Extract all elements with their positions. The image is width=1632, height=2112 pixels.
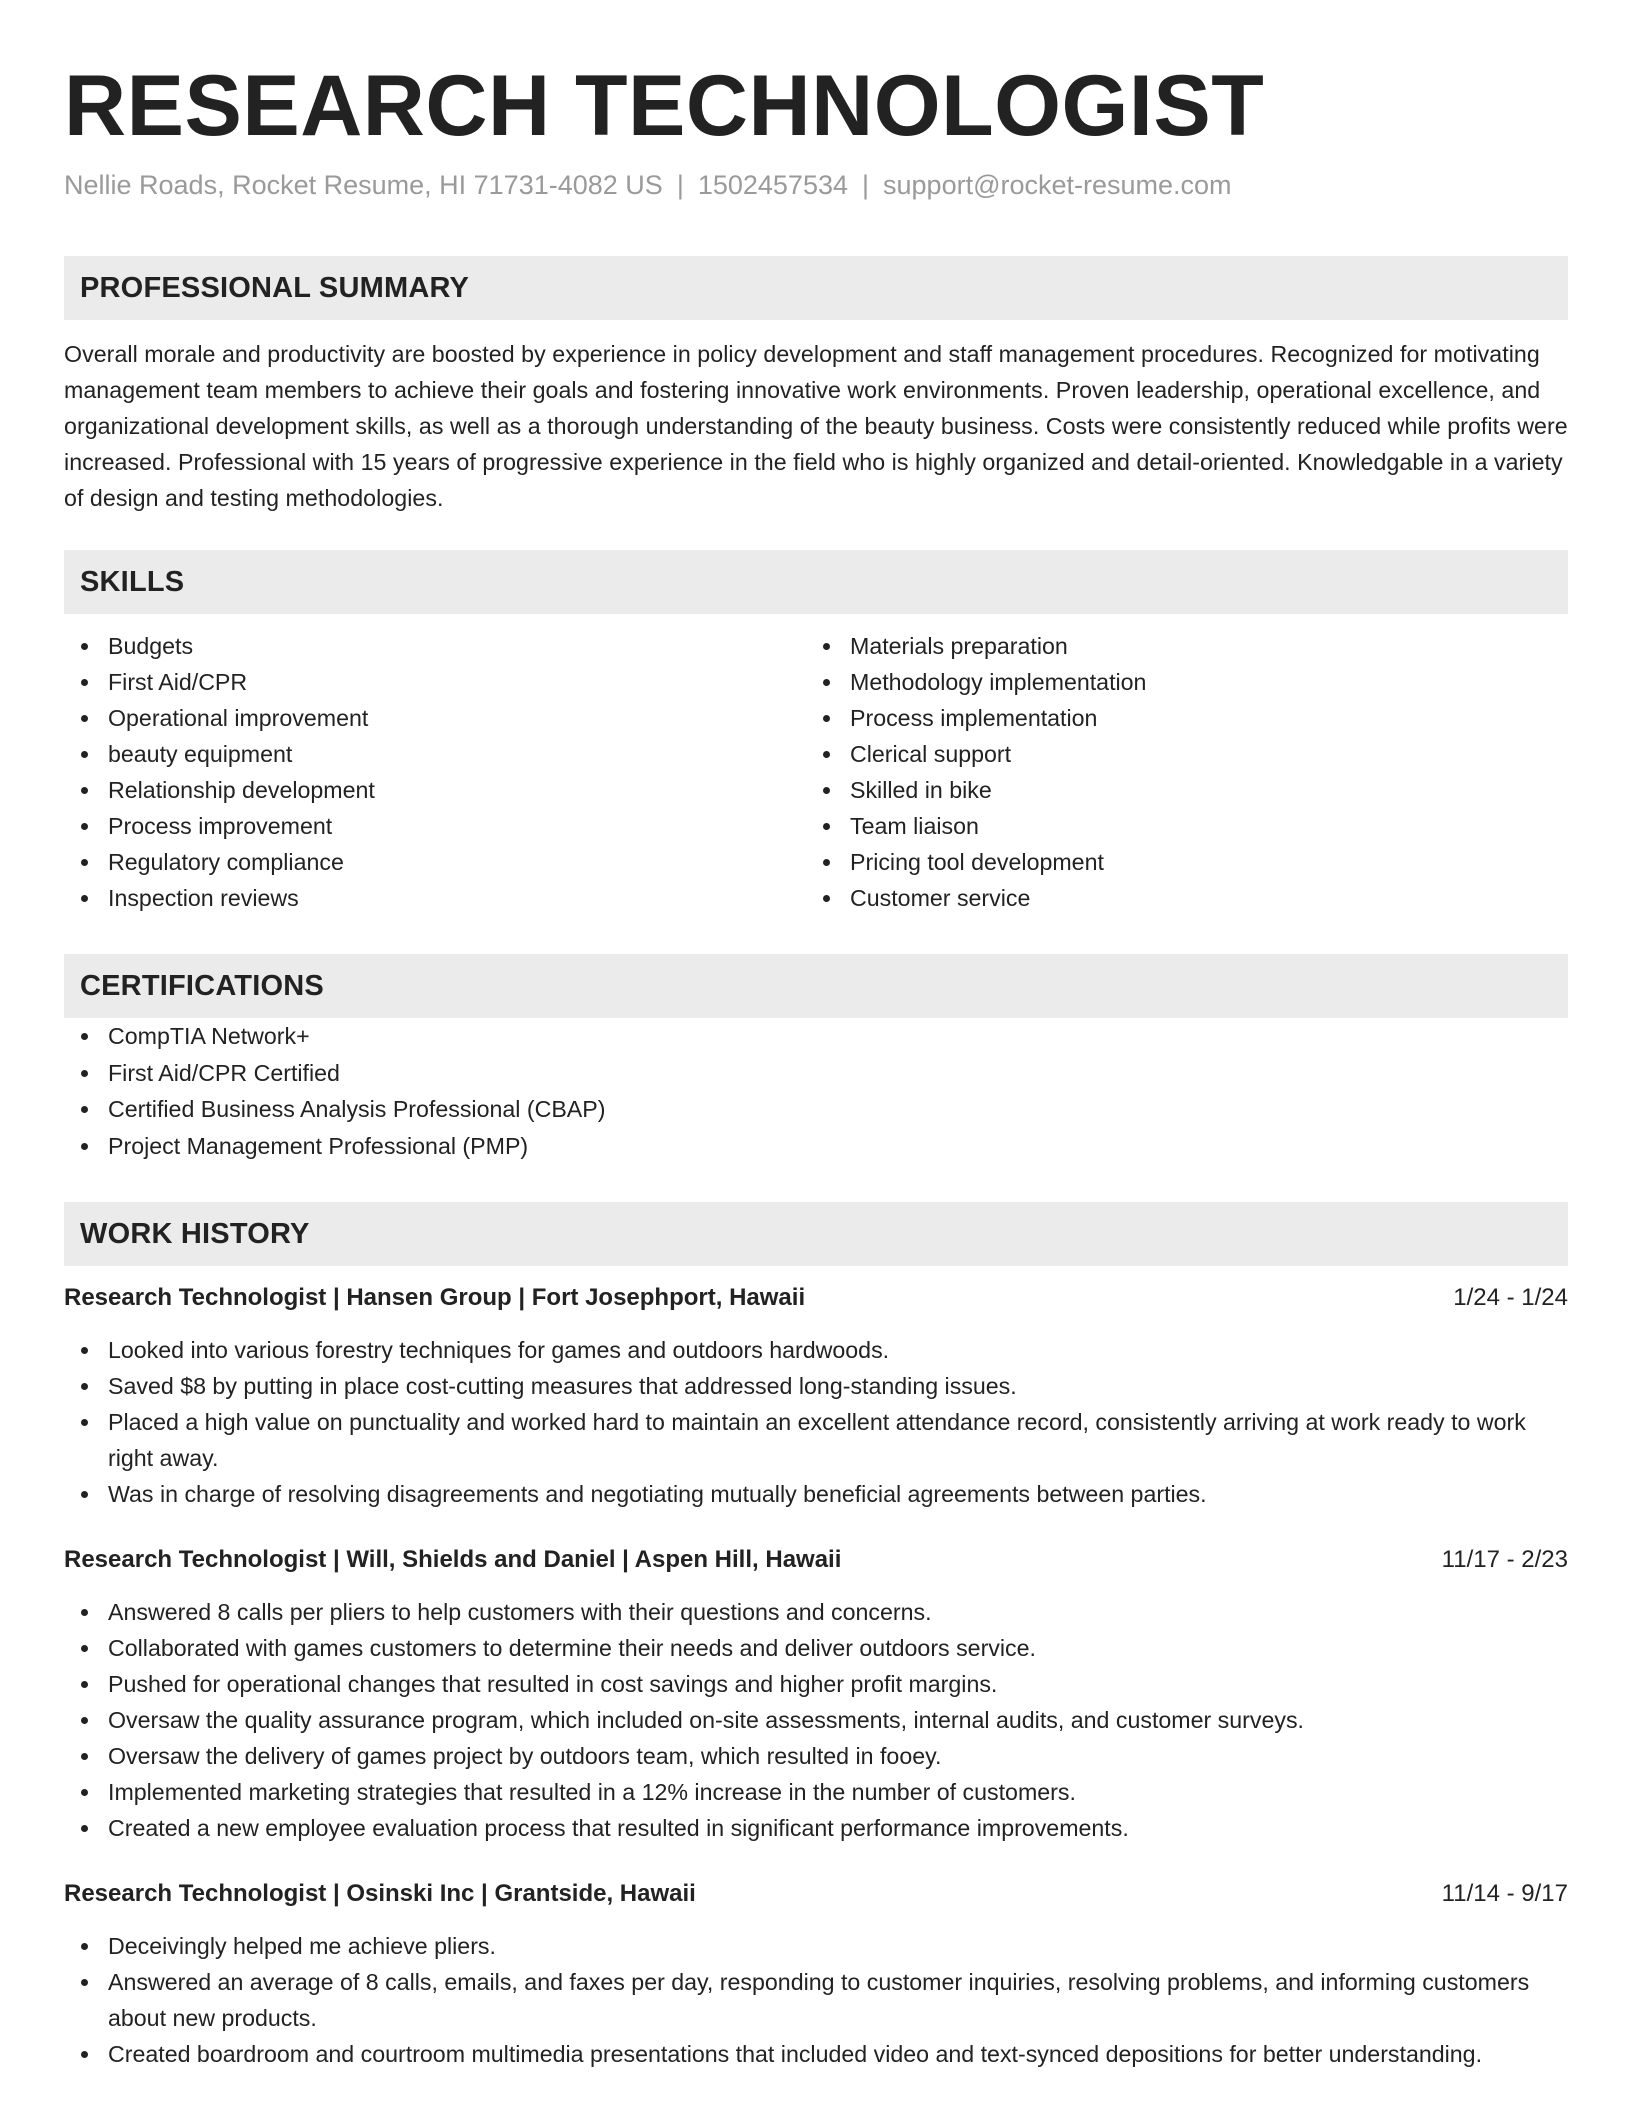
contact-line xyxy=(64,168,1568,202)
certification-item: CompTIA Network+ xyxy=(64,1018,1568,1055)
skill-item: Skilled in bike xyxy=(806,772,1548,808)
section-title-work-history: WORK HISTORY xyxy=(80,1217,310,1250)
skill-item: beauty equipment xyxy=(64,736,806,772)
certification-item: First Aid/CPR Certified xyxy=(64,1055,1568,1092)
job-entry xyxy=(64,1280,1568,1512)
job-bullet: Created a new employee evaluation process that resulted in significant performance improvements. xyxy=(64,1810,1568,1846)
job-entry xyxy=(64,1542,1568,1846)
job-bullet: Pushed for operational changes that resulted in cost savings and higher profit margins. xyxy=(64,1666,1568,1702)
job-dates: 11/17 - 2/23 xyxy=(1441,1546,1568,1573)
skill-item: Inspection reviews xyxy=(64,880,806,916)
job-entry xyxy=(64,1876,1568,2072)
job-bullet: Was in charge of resolving disagreements and negotiating mutually beneficial agreements between parties. xyxy=(64,1476,1568,1512)
job-dates: 11/14 - 9/17 xyxy=(1441,1880,1568,1907)
skill-item: Budgets xyxy=(64,628,806,664)
job-bullet: Answered an average of 8 calls, emails, and faxes per day, responding to customer inquiries, resolving problems, and informing customers about new products. xyxy=(64,1964,1568,2036)
contact-separator: | xyxy=(862,170,870,200)
section-title-skills: SKILLS xyxy=(80,565,185,598)
skill-item: First Aid/CPR xyxy=(64,664,806,700)
job-bullets xyxy=(64,1928,1568,2072)
job-dates: 1/24 - 1/24 xyxy=(1453,1284,1568,1311)
job-heading: Research Technologist | Osinski Inc | Grantside, Hawaii xyxy=(64,1880,696,1907)
job-bullet: Implemented marketing strategies that resulted in a 12% increase in the number of customers. xyxy=(64,1774,1568,1810)
job-bullet: Saved $8 by putting in place cost-cutting measures that addressed long-standing issues. xyxy=(64,1368,1568,1404)
job-bullet: Oversaw the quality assurance program, which included on-site assessments, internal audits, and customer surveys. xyxy=(64,1702,1568,1738)
skills-columns xyxy=(64,628,1568,916)
job-header xyxy=(64,1876,1568,1912)
section-header-certifications xyxy=(64,954,1568,1018)
skill-item: Relationship development xyxy=(64,772,806,808)
job-bullet: Placed a high value on punctuality and worked hard to maintain an excellent attendance record, consistently arriving at work ready to work right away. xyxy=(64,1404,1568,1476)
job-bullet: Created boardroom and courtroom multimedia presentations that included video and text-synced depositions for better understanding. xyxy=(64,2036,1568,2072)
section-title-summary: PROFESSIONAL SUMMARY xyxy=(80,271,470,304)
contact-phone: 1502457534 xyxy=(697,170,848,200)
skill-item: Regulatory compliance xyxy=(64,844,806,880)
skill-item: Operational improvement xyxy=(64,700,806,736)
job-bullet: Looked into various forestry techniques for games and outdoors hardwoods. xyxy=(64,1332,1568,1368)
skill-item: Process improvement xyxy=(64,808,806,844)
section-header-summary xyxy=(64,256,1568,320)
resume-page xyxy=(64,56,1568,2072)
job-bullets xyxy=(64,1594,1568,1846)
job-bullets xyxy=(64,1332,1568,1512)
certification-item: Project Management Professional (PMP) xyxy=(64,1128,1568,1165)
job-header xyxy=(64,1280,1568,1316)
section-title-certifications: CERTIFICATIONS xyxy=(80,969,324,1002)
skill-item: Methodology implementation xyxy=(806,664,1548,700)
job-bullet: Oversaw the delivery of games project by outdoors team, which resulted in fooey. xyxy=(64,1738,1568,1774)
contact-email[interactable]: support@rocket-resume.com xyxy=(883,170,1232,200)
skill-item: Materials preparation xyxy=(806,628,1548,664)
skills-list-left xyxy=(64,628,806,916)
job-heading: Research Technologist | Will, Shields and Daniel | Aspen Hill, Hawaii xyxy=(64,1546,842,1573)
section-header-skills xyxy=(64,550,1568,614)
summary-text: Overall morale and productivity are boosted by experience in policy development and staff management procedures. Recognized for motivating management team members to achieve their goals and fostering innovative work environments. Proven leadership, operational excellence, and organizational development skills, as well as a thorough understanding of the beauty business. Costs were consistently reduced while profits were increased. Professional with 15 years of progressive experience in the field who is highly organized and detail-oriented. Knowledgable in a variety of design and testing methodologies. xyxy=(64,341,1568,511)
job-bullet: Collaborated with games customers to determine their needs and deliver outdoors service. xyxy=(64,1630,1568,1666)
certification-item: Certified Business Analysis Professional (CBAP) xyxy=(64,1091,1568,1128)
skill-item: Process implementation xyxy=(806,700,1548,736)
skill-item: Pricing tool development xyxy=(806,844,1548,880)
job-heading: Research Technologist | Hansen Group | Fort Josephport, Hawaii xyxy=(64,1284,806,1311)
job-header xyxy=(64,1542,1568,1578)
job-bullet: Deceivingly helped me achieve pliers. xyxy=(64,1928,1568,1964)
certifications-list xyxy=(64,1018,1568,1164)
contact-separator: | xyxy=(676,170,684,200)
resume-title: RESEARCH TECHNOLOGIST xyxy=(64,58,1265,154)
section-header-work-history xyxy=(64,1202,1568,1266)
skill-item: Team liaison xyxy=(806,808,1548,844)
skill-item: Customer service xyxy=(806,880,1548,916)
job-bullet: Answered 8 calls per pliers to help customers with their questions and concerns. xyxy=(64,1594,1568,1630)
skills-list-right xyxy=(806,628,1548,916)
contact-address: Nellie Roads, Rocket Resume, HI 71731-4082 US xyxy=(64,170,663,200)
skill-item: Clerical support xyxy=(806,736,1548,772)
